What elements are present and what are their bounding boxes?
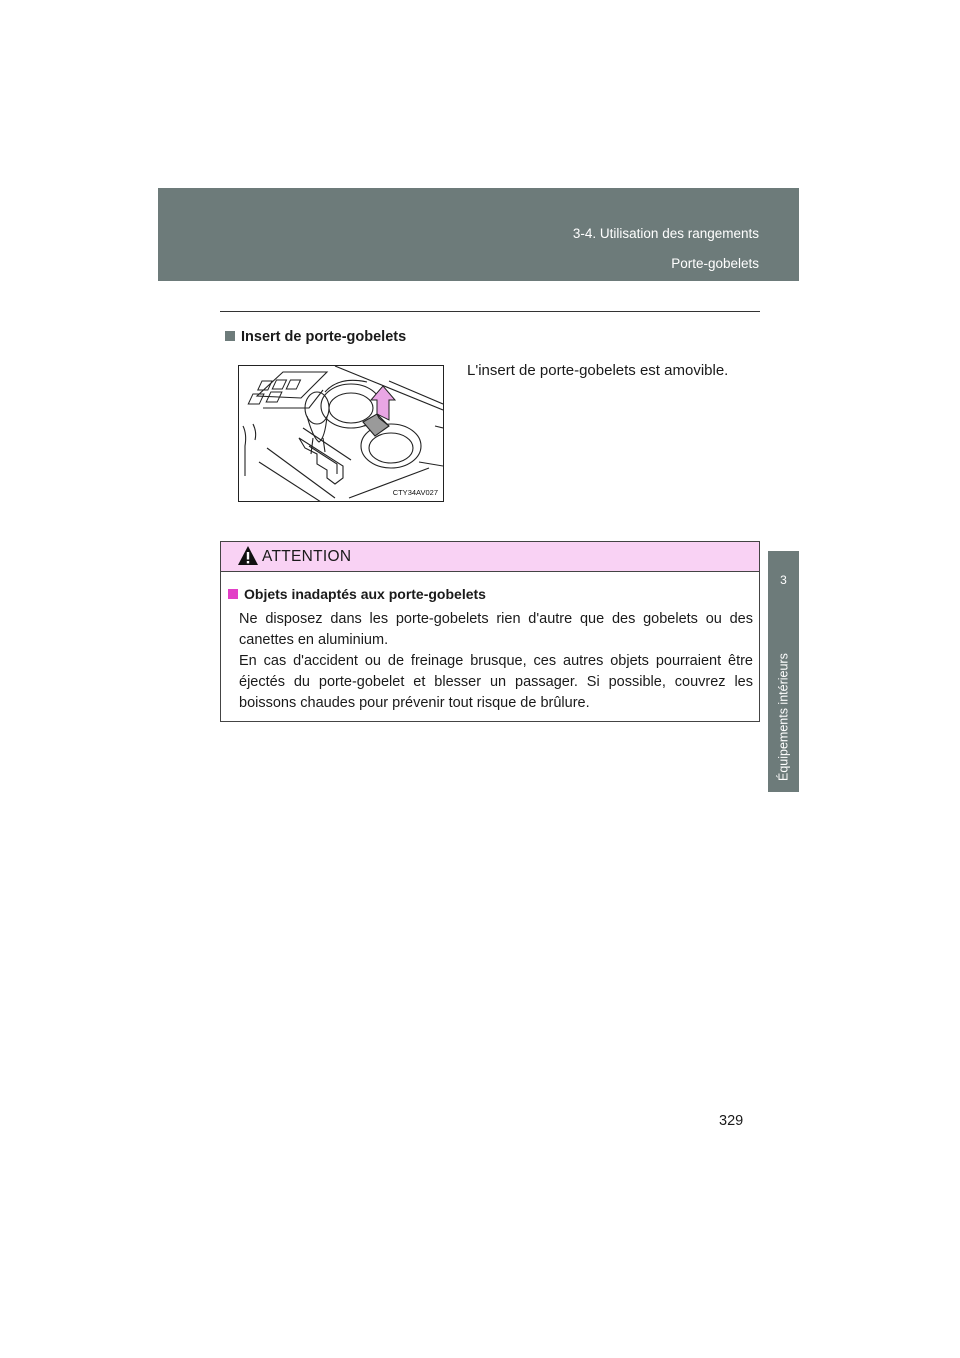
warning-paragraph: En cas d'accident ou de freinage brusque, ces autres objets pourraient être éjectés du porte-gobelet et blesser un passager. Si possible, couvrez les boissons chaudes pour prévenir tout risque de brûlure. [239,653,753,711]
figure-code: CTY34AV027 [392,488,438,497]
warning-subheading [228,586,486,602]
section-heading-text: Insert de porte-gobelets [241,329,407,345]
warning-triangle-icon [237,545,259,567]
chapter-title: Équipements intérieurs [776,653,791,781]
warning-subheading-text: Objets inadaptés aux porte-gobelets [244,586,486,602]
cup-holder-illustration [238,365,444,502]
warning-box [220,541,760,722]
warning-body [239,609,753,714]
page-number: 329 [719,1113,744,1129]
chapter-side-tab [768,551,799,792]
console-drawing [239,366,444,502]
section-description: L'insert de porte-gobelets est amovible. [467,362,729,379]
chapter-number: 3 [780,573,787,587]
subsection-title: Porte-gobelets [671,256,759,271]
section-title: 3-4. Utilisation des rangements [572,226,759,241]
warning-header [221,542,759,572]
warning-paragraph: Ne disposez dans les porte-gobelets rien d'autre que des gobelets ou des canettes en aluminium. [239,611,753,648]
section-divider [220,311,760,312]
warning-title: ATTENTION [262,548,352,565]
section-heading [225,329,406,345]
header-band [158,188,799,281]
square-bullet-icon [228,589,238,599]
square-bullet-icon [225,331,235,341]
